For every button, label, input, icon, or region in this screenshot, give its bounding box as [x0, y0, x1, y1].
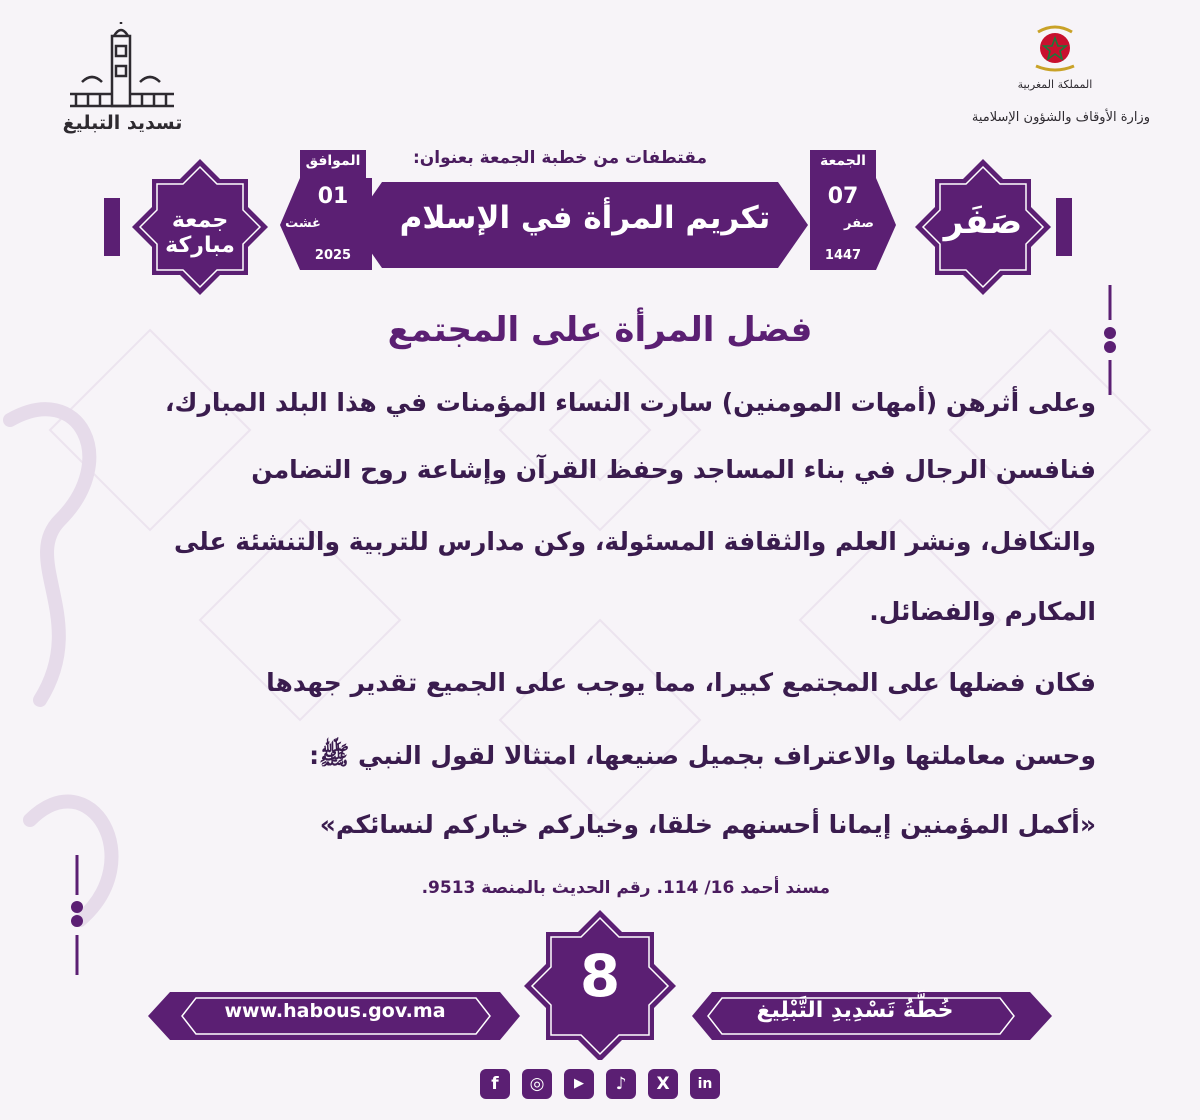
left-logo-text: تسديد التبليغ	[62, 112, 183, 134]
gregorian-label: الموافق	[305, 153, 361, 169]
right-ornament-icon	[1095, 285, 1125, 395]
facebook-icon[interactable]: f	[480, 1069, 510, 1099]
tiktok-icon[interactable]: ♪	[606, 1069, 636, 1099]
body-line-3: والتكافل، ونشر العلم والثقافة المسئولة، وكن مدارس للتربية والتنشئة على	[174, 527, 1096, 556]
gregorian-month: غشت	[285, 216, 321, 231]
x-icon[interactable]: X	[648, 1069, 678, 1099]
gregorian-day: 01	[317, 184, 349, 209]
hijri-month: صفر	[843, 216, 874, 231]
hijri-day: 07	[827, 184, 859, 209]
ministry-logo-line2: وزارة الأوقاف والشؤون الإسلامية	[971, 110, 1150, 125]
youtube-icon[interactable]: ▶	[564, 1069, 594, 1099]
website-link[interactable]: www.habous.gov.ma	[224, 1000, 446, 1022]
body-line-1: وعلى أثرهن (أمهات المومنين) سارت النساء المؤمنات في هذا البلد المبارك،	[165, 388, 1096, 417]
body-line-6: وحسن معاملتها والاعتراف بجميل صنيعها، امتثالا لقول النبي ﷺ:	[309, 741, 1096, 770]
sermon-subtitle: مقتطفات من خطبة الجمعة بعنوان:	[413, 148, 707, 168]
sermon-title: تكريم المرأة في الإسلام	[399, 200, 771, 236]
ministry-logo-line1: المملكة المغربية	[1017, 78, 1093, 91]
hadith-citation: مسند أحمد 16/ 114. رقم الحديث بالمنصة 9513.	[421, 878, 830, 898]
plan-name: خُطَّةُ تَسْدِيدِ التَّبْلِيغ	[756, 998, 954, 1023]
page-number: 8	[579, 942, 621, 1010]
jumua-mubaraka-badge: جمعة مباركة	[165, 208, 235, 258]
section-title: فضل المرأة على المجتمع	[387, 310, 813, 350]
hijri-year: 1447	[824, 248, 862, 263]
body-line-4: المكارم والفضائل.	[869, 597, 1096, 626]
gregorian-year: 2025	[314, 248, 352, 263]
linkedin-icon[interactable]: in	[690, 1069, 720, 1099]
month-badge: صَفَر	[943, 202, 1023, 242]
body-line-2: فنافسن الرجال في بناء المساجد وحفظ القرآن وإشاعة روح التضامن	[251, 455, 1096, 484]
body-line-5: فكان فضلها على المجتمع كبيرا، مما يوجب على الجميع تقدير جهدها	[266, 668, 1096, 697]
instagram-icon[interactable]: ◎	[522, 1069, 552, 1099]
hijri-label: الجمعة	[820, 153, 866, 169]
hadith-quote: «أكمل المؤمنين إيمانا أحسنهم خلقا، وخياركم خياركم لنسائكم»	[319, 810, 1096, 839]
